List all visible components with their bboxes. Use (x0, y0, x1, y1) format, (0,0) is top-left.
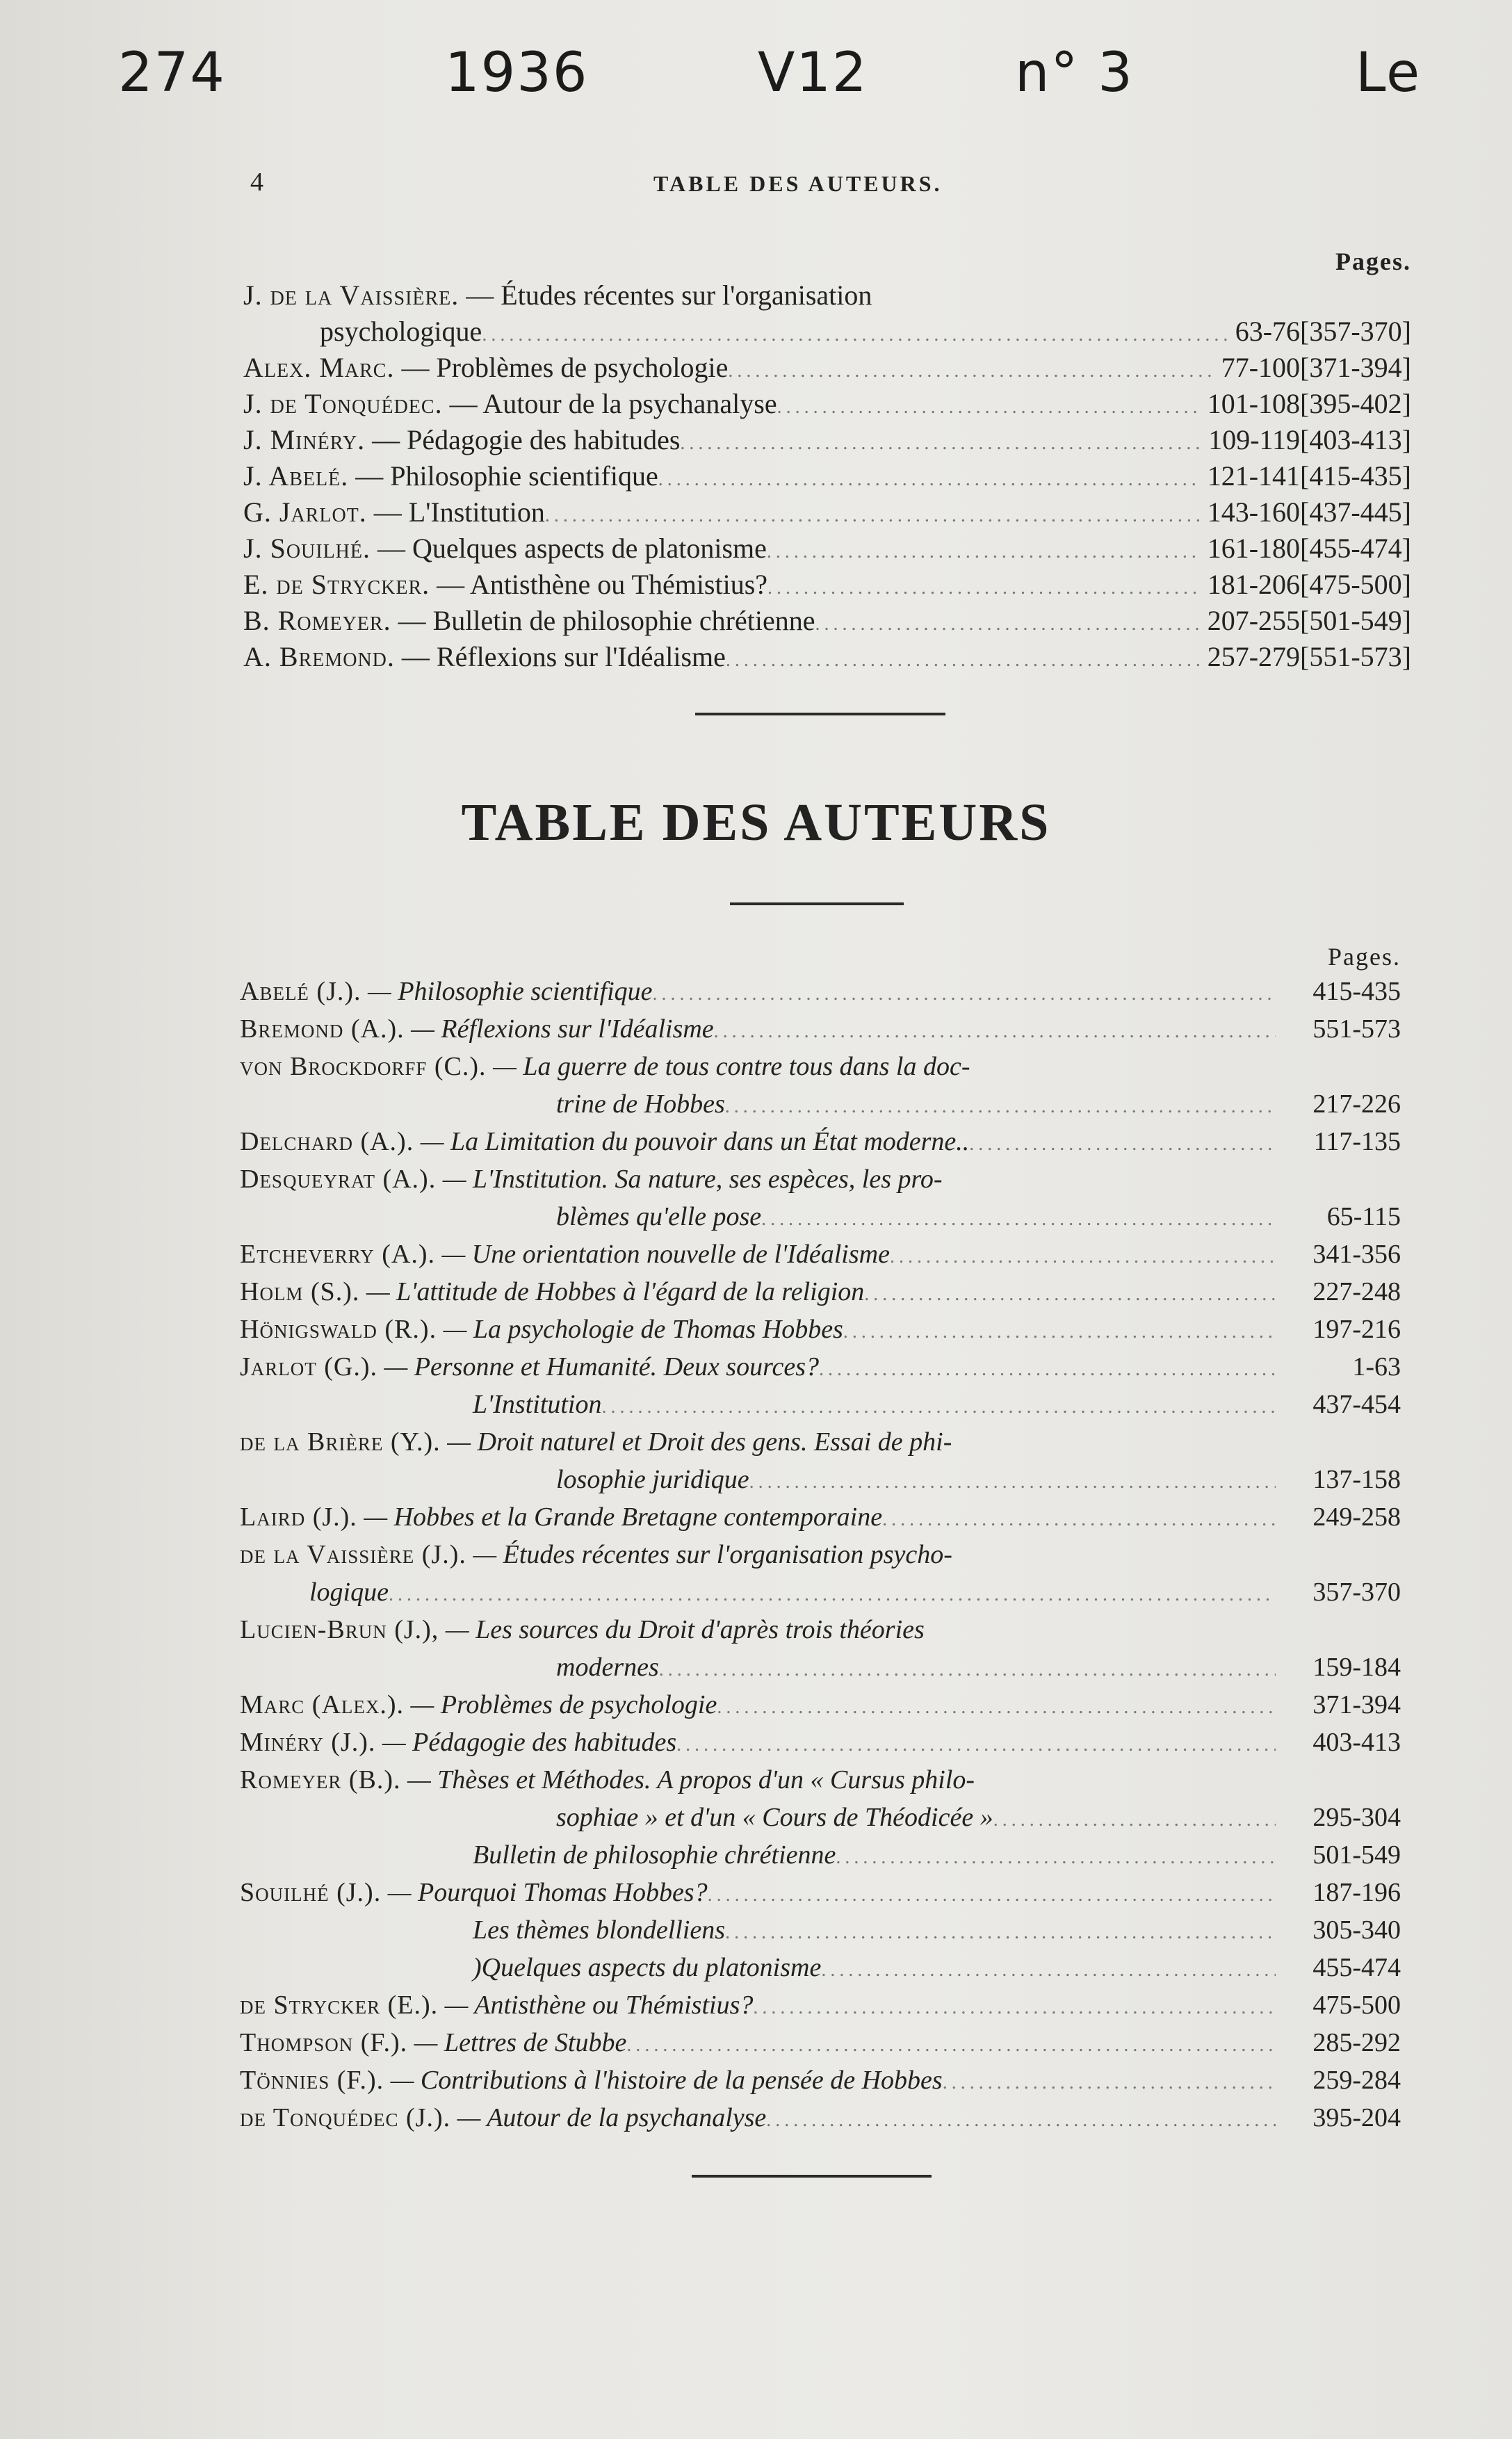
entry-pages: 475-500 (1312, 1991, 1401, 2020)
list-item (240, 1235, 1401, 1273)
leader-dots (626, 2027, 1276, 2064)
leader-dots (767, 570, 1201, 606)
entry-pages: 77-100[371-394] (1221, 352, 1411, 383)
list-item (240, 1311, 1401, 1348)
list-item (240, 1085, 1401, 1123)
list-item (243, 277, 1411, 314)
entry-title: — Autour de la psychanalyse (442, 388, 777, 419)
entry-title: — Pédagogie des habitudes (375, 1728, 677, 1757)
entry-title: — La psychologie de Thomas Hobbes (437, 1315, 843, 1344)
leader-dots (725, 1914, 1276, 1952)
entry-pages: 109-119[403-413] (1208, 424, 1411, 455)
list-item (240, 1386, 1401, 1423)
list-item (240, 1724, 1401, 1761)
list-item (240, 1949, 1401, 1986)
list-item (240, 1761, 1401, 1799)
entry-title: — Quelques aspects de platonisme (371, 533, 767, 564)
entry-author: Tönnies (F.). (240, 2066, 384, 2095)
entry-pages: 249-258 (1312, 1502, 1401, 1532)
entry-pages: 455-474 (1312, 1953, 1401, 1982)
entry-title: — Une orientation nouvelle de l'Idéalisme (434, 1240, 890, 1269)
entry-pages: 101-108[395-402] (1207, 388, 1411, 419)
list-item (240, 2061, 1401, 2099)
leader-dots (725, 1088, 1276, 1126)
entry-title: — Hobbes et la Grande Bretagne contemporaine (357, 1502, 883, 1532)
list-item (243, 567, 1411, 603)
entry-title: L'Institution (473, 1390, 602, 1419)
entry-author: Bremond (A.). (240, 1014, 405, 1044)
entry-pages: 257-279[551-573] (1207, 641, 1411, 672)
entry-author: B. Romeyer. (243, 605, 391, 636)
entry-author: Laird (J.). (240, 1502, 357, 1532)
entry-pages: 161-180[455-474] (1207, 533, 1411, 564)
entry-author: J. de Tonquédec. (243, 388, 443, 419)
entry-author: de la Brière (Y.). (240, 1427, 441, 1457)
handwritten-note-5: Le (1356, 42, 1422, 104)
entry-pages: 227-248 (1312, 1277, 1401, 1306)
list-item (243, 386, 1411, 422)
list-item (240, 973, 1401, 1010)
entry-title: — Philosophie scientifique (348, 460, 658, 492)
handwritten-note-4: n° 3 (1015, 42, 1134, 104)
leader-dots (753, 1989, 1276, 2027)
list-item (240, 2024, 1401, 2061)
list-item (240, 1273, 1401, 1311)
entry-title: — Contributions à l'histoire de la pensée de Hobbes (384, 2066, 943, 2095)
handwritten-note-2: 1936 (445, 42, 589, 104)
entry-pages: 207-255[501-549] (1207, 605, 1411, 636)
entry-pages: 403-413 (1312, 1728, 1401, 1757)
leader-dots (659, 1651, 1276, 1689)
entry-author: A. Bremond. (243, 641, 395, 672)
list-item (243, 314, 1411, 350)
leader-dots (728, 353, 1214, 389)
leader-dots (836, 1839, 1276, 1877)
entry-title: — L'Institution. Sa nature, ses espèces, les pro- (436, 1165, 943, 1194)
entry-author: J. Abelé. (243, 460, 349, 492)
entry-title: — La Limitation du pouvoir dans un État moderne.. (414, 1127, 970, 1156)
divider-rule (695, 713, 945, 715)
entry-pages: 181-206[475-500] (1207, 569, 1411, 600)
entry-title: — Thèses et Méthodes. A propos d'un « Cursus philo- (400, 1765, 975, 1794)
leader-dots (708, 1877, 1276, 1914)
entry-title: logique (309, 1578, 389, 1607)
running-head (236, 167, 1279, 202)
entry-pages: 217-226 (1312, 1089, 1401, 1119)
entry-pages: 121-141[415-435] (1207, 460, 1411, 492)
entry-title: — L'Institution (366, 496, 545, 528)
leader-dots (882, 1501, 1276, 1539)
entry-title: — Les sources du Droit d'après trois théories (439, 1615, 925, 1644)
list-item (240, 1874, 1401, 1911)
entry-title: — Pourquoi Thomas Hobbes? (381, 1878, 708, 1907)
entry-pages: 137-158 (1312, 1465, 1401, 1494)
entry-author: Marc (Alex.). (240, 1690, 405, 1719)
entry-author: Holm (S.). (240, 1277, 360, 1306)
list-item (240, 1836, 1401, 1874)
entry-author: Hönigswald (R.). (240, 1315, 437, 1344)
divider-rule (692, 2175, 932, 2178)
list-item (240, 1986, 1401, 2024)
entry-title: — Antisthène ou Thémistius? (430, 569, 768, 600)
entry-author: G. Jarlot. (243, 496, 367, 528)
entry-pages: 63-76[357-370] (1235, 316, 1411, 347)
entry-title: — Réflexions sur l'Idéalisme (394, 641, 726, 672)
entry-pages: 143-160[437-445] (1207, 496, 1411, 528)
entry-title: — Études récentes sur l'organisation (459, 279, 872, 311)
entry-author: Abelé (J.). (240, 977, 361, 1006)
handwritten-annotations (111, 42, 1467, 125)
page-number: 4 (250, 168, 266, 197)
entry-author: de la Vaissière (J.). (240, 1540, 466, 1569)
leader-dots (717, 1689, 1276, 1726)
leader-dots (890, 1238, 1276, 1276)
list-item (243, 603, 1411, 639)
divider-rule (730, 902, 904, 905)
entry-pages: 357-370 (1312, 1578, 1401, 1607)
handwritten-note-3: V12 (758, 42, 868, 104)
list-item (240, 1348, 1401, 1386)
leader-dots (777, 389, 1201, 426)
list-item (240, 1160, 1401, 1198)
list-item (240, 1611, 1401, 1648)
entry-title: — L'attitude de Hobbes à l'égard de la religion (359, 1277, 865, 1306)
entry-title: — Antisthène ou Thémistius? (438, 1991, 754, 2020)
entry-pages: 187-196 (1312, 1878, 1401, 1907)
entry-pages: 197-216 (1312, 1315, 1401, 1344)
entry-author: J. de la Vaissière. (243, 279, 460, 311)
entry-author: de Tonquédec (J.). (240, 2103, 451, 2132)
entry-author: de Strycker (E.). (240, 1991, 439, 2020)
leader-dots (766, 2102, 1276, 2139)
leader-dots (653, 975, 1276, 1013)
entry-author: Desqueyrat (A.). (240, 1165, 437, 1194)
entry-title: modernes (556, 1653, 659, 1682)
entry-author: J. Minéry. (243, 424, 366, 455)
list-item (240, 1799, 1401, 1836)
entry-title: blèmes qu'elle pose (556, 1202, 762, 1231)
entry-author: Thompson (F.). (240, 2028, 408, 2057)
entry-pages: 395-204 (1312, 2103, 1401, 2132)
leader-dots (864, 1276, 1276, 1313)
entry-pages: 341-356 (1312, 1240, 1401, 1269)
leader-dots (761, 1201, 1276, 1238)
entry-pages: 259-284 (1312, 2066, 1401, 2095)
handwritten-note-1: 274 (118, 42, 226, 104)
entry-title: — Études récentes sur l'organisation psycho- (466, 1540, 952, 1569)
leader-dots (714, 1013, 1276, 1051)
entry-pages: 501-549 (1312, 1840, 1401, 1870)
entry-title: — Problèmes de psychologie (404, 1690, 717, 1719)
entry-title: — La guerre de tous contre tous dans la doc- (486, 1052, 970, 1081)
leader-dots (749, 1464, 1276, 1501)
entry-author: Souilhé (J.). (240, 1878, 382, 1907)
leader-dots (680, 426, 1201, 462)
leader-dots (815, 606, 1200, 642)
list-item (240, 1648, 1401, 1686)
contents-list (243, 247, 1411, 675)
entry-pages: 551-573 (1312, 1014, 1401, 1044)
entry-pages: 117-135 (1313, 1127, 1401, 1156)
entry-pages: 305-340 (1312, 1915, 1401, 1945)
entry-title: — Pédagogie des habitudes (365, 424, 681, 455)
pages-label: Pages. (1335, 248, 1411, 275)
list-item (243, 530, 1411, 567)
entry-author: Jarlot (G.). (240, 1352, 378, 1381)
entry-author: Delchard (A.). (240, 1127, 414, 1156)
entry-title: trine de Hobbes (556, 1089, 725, 1119)
list-item (240, 1461, 1401, 1498)
list-item (240, 2099, 1401, 2137)
entry-title: — Droit naturel et Droit des gens. Essai de phi- (440, 1427, 952, 1457)
leader-dots (602, 1388, 1276, 1426)
list-item (240, 1498, 1401, 1536)
leader-dots (821, 1952, 1276, 1989)
entry-title: losophie juridique (556, 1465, 749, 1494)
list-item (243, 350, 1411, 386)
list-item (240, 1048, 1401, 1085)
entry-author: J. Souilhé. (243, 533, 371, 564)
leader-dots (969, 1126, 1276, 1163)
entry-pages: 285-292 (1312, 2028, 1401, 2057)
list-item (240, 1536, 1401, 1573)
list-item (243, 422, 1411, 458)
entry-title: Les thèmes blondelliens (473, 1915, 726, 1945)
leader-dots (993, 1801, 1276, 1839)
entry-author: Minéry (J.). (240, 1728, 376, 1757)
leader-dots (482, 317, 1228, 353)
entry-pages: 1-63 (1352, 1352, 1401, 1381)
entry-title: — Personne et Humanité. Deux sources? (377, 1352, 819, 1381)
leader-dots (767, 534, 1201, 570)
list-item (240, 1123, 1401, 1160)
list-item (240, 1010, 1401, 1048)
entry-pages: 159-184 (1312, 1653, 1401, 1682)
entry-author: E. de Strycker. (243, 569, 430, 600)
leader-dots (389, 1576, 1276, 1614)
author-table (240, 942, 1401, 2137)
entry-pages: 437-454 (1312, 1390, 1401, 1419)
list-item (240, 1911, 1401, 1949)
entry-author: Romeyer (B.). (240, 1765, 401, 1794)
entry-title: — Autour de la psychanalyse (450, 2103, 767, 2132)
entry-title: — Bulletin de philosophie chrétienne (391, 605, 815, 636)
entry-title: — Lettres de Stubbe (407, 2028, 627, 2057)
section-title: TABLE DES AUTEURS (461, 793, 1051, 852)
entry-title: — Philosophie scientifique (361, 977, 653, 1006)
entry-title: sophiae » et d'un « Cours de Théodicée » (556, 1803, 993, 1832)
entry-author: Alex. Marc. (243, 352, 395, 383)
list-item (240, 1573, 1401, 1611)
leader-dots (545, 498, 1201, 534)
running-title: TABLE DES AUTEURS. (653, 171, 943, 196)
entry-author: von Brockdorff (C.). (240, 1052, 487, 1081)
entry-title: psychologique (320, 316, 482, 347)
list-item (243, 458, 1411, 494)
entry-title: — Réflexions sur l'Idéalisme (404, 1014, 714, 1044)
pages-label: Pages. (1328, 943, 1401, 971)
leader-dots (843, 1313, 1276, 1351)
leader-dots (658, 462, 1201, 498)
leader-dots (726, 642, 1201, 679)
entry-title: )Quelques aspects du platonisme (473, 1953, 822, 1982)
list-item (240, 1423, 1401, 1461)
list-item (243, 639, 1411, 675)
entry-title: Bulletin de philosophie chrétienne (473, 1840, 836, 1870)
entry-author: Etcheverry (A.). (240, 1240, 435, 1269)
entry-pages: 371-394 (1312, 1690, 1401, 1719)
leader-dots (943, 2064, 1276, 2102)
entry-author: Lucien-Brun (J.), (240, 1615, 439, 1644)
list-item (243, 494, 1411, 530)
entry-pages: 415-435 (1312, 977, 1401, 1006)
list-item (240, 1686, 1401, 1724)
entry-title: — Problèmes de psychologie (394, 352, 729, 383)
entry-pages: 295-304 (1312, 1803, 1401, 1832)
list-item (240, 1198, 1401, 1235)
leader-dots (676, 1726, 1276, 1764)
entry-pages: 65-115 (1326, 1202, 1401, 1231)
leader-dots (819, 1351, 1276, 1388)
